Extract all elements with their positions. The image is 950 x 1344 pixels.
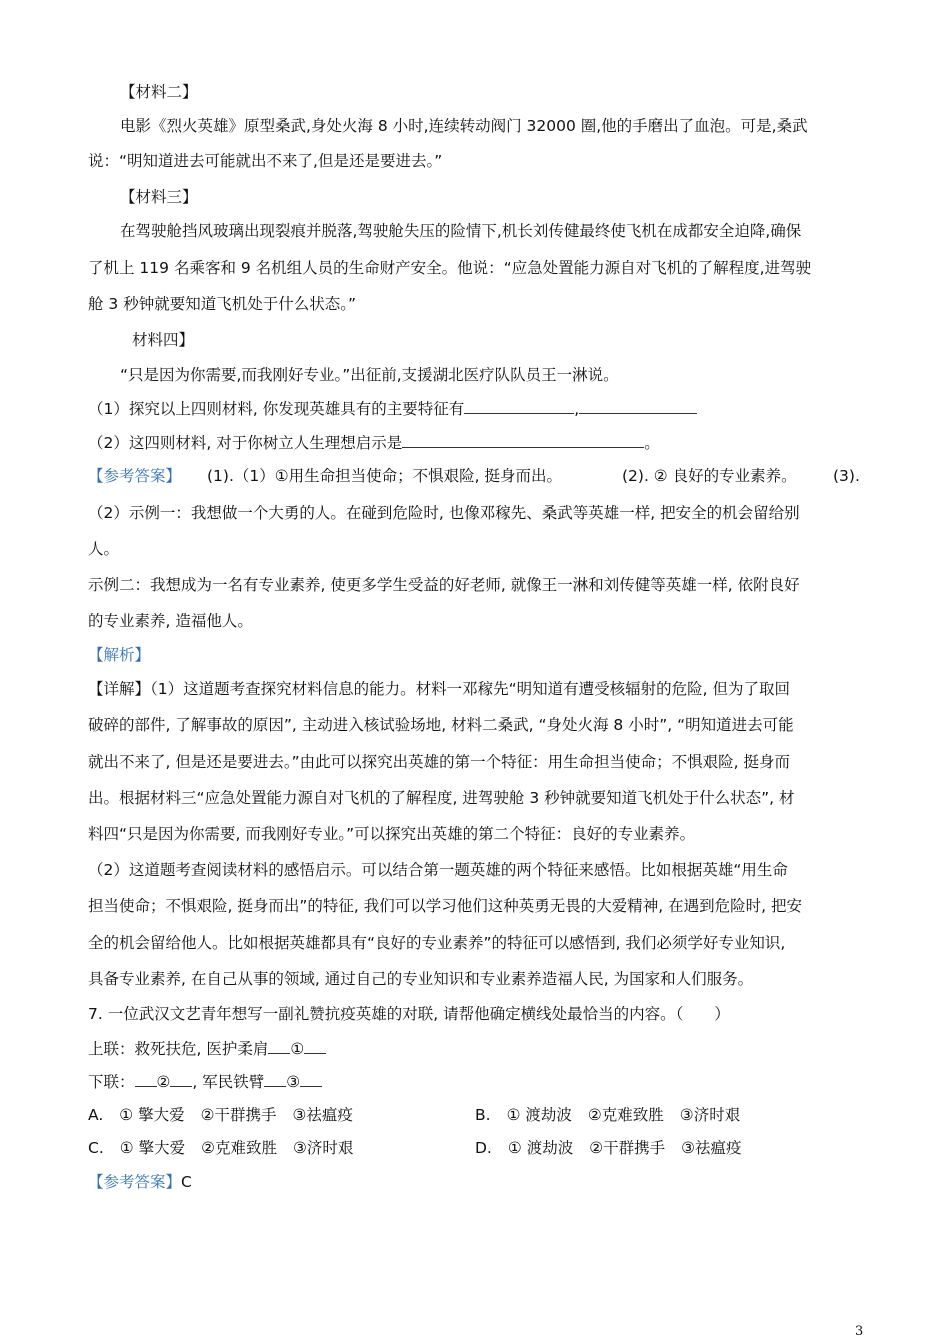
material-2-line-2: 说：“明知道进去可能就出不来了,但是还是要进去。” [88, 152, 443, 170]
option-item: ②干群携手 [200, 1106, 277, 1124]
detail-line-7: 担当使命；不惧艰险, 挺身而出”的特征, 我们可以学习他们这种英勇无畏的大爱精神, 在遇到危险时, 把安 [88, 897, 802, 915]
detail-line-8: 全的机会留给他人。比如根据英雄都具有“良好的专业素养”的特征可以感悟到, 我们必须学好专业知识, [88, 934, 786, 952]
answer-line-4: 示例二：我想成为一名有专业素养, 使更多学生受益的好老师, 就像王一淋和刘传健等英雄一样, 依附良好 [88, 576, 800, 594]
page-number: 3 [855, 1324, 864, 1339]
material-3-line-2: 了机上 119 名乘客和 9 名机组人员的生命财产安全。他说：“应急处置能力源自对飞机的了解程度,进驾驶 [88, 259, 812, 277]
question-7-stem: 7. 一位武汉文艺青年想写一副礼赞抗疫英雄的对联, 请帮他确定横线处最恰当的内容。（ ） [88, 1005, 730, 1023]
option-item: ① 擎大爱 [119, 1139, 186, 1157]
reference-answer-label: 【参考答案】 [88, 1173, 182, 1191]
option-b[interactable] [475, 1104, 740, 1126]
option-item: ① 渡劫波 [507, 1139, 574, 1157]
couplet-blank [304, 1039, 326, 1054]
detail-line-5: 料四“只是因为你需要, 而我刚好专业。”可以探究出英雄的第二个特征：良好的专业素养。 [88, 825, 696, 843]
answer-blank[interactable] [579, 399, 697, 414]
blank-marker-2: ② [156, 1073, 171, 1091]
option-item: ②克难致胜 [201, 1139, 277, 1157]
option-item: ① 擎大爱 [119, 1106, 185, 1124]
option-c[interactable] [88, 1137, 353, 1159]
couplet-lower [88, 1071, 322, 1093]
material-3-heading: 【材料三】 [120, 188, 198, 206]
couplet-upper [88, 1038, 326, 1060]
material-4-line-1: “只是因为你需要,而我刚好专业。”出征前,支援湖北医疗队队员王一淋说。 [120, 366, 619, 384]
blank-marker-3: ③ [286, 1073, 301, 1091]
detail-label: 【详解】 [88, 680, 151, 698]
material-2-heading: 【材料二】 [120, 83, 198, 101]
question-2 [88, 432, 660, 454]
option-item: ① 渡劫波 [506, 1106, 572, 1124]
answer-line-5: 的专业素养, 造福他人。 [88, 612, 253, 630]
option-item: ③祛瘟疫 [681, 1139, 742, 1157]
question-7-answer [88, 1171, 192, 1193]
detail-line-2: 破碎的部件, 了解事故的原因”, 主动进入核试验场地, 材料二桑武, “身处火海 8 小时”, “明知道进去可能 [88, 716, 794, 734]
option-item: ②克难致胜 [587, 1106, 664, 1124]
answer-part-2: (2). ② 良好的专业素养。 [622, 467, 797, 485]
option-letter: C. [88, 1139, 104, 1157]
detail-text: （1）这道题考查探究材料信息的能力。材料一邓稼先“明知道有遭受核辐射的危险, 但为了取回 [150, 680, 791, 698]
material-3-line-3: 舱 3 秒钟就要知道飞机处于什么状态。” [88, 295, 356, 313]
detail-line-4: 出。根据材料三“应急处置能力源自对飞机的了解程度, 进驾驶舱 3 秒钟就要知道飞机处于什么状态”, 材 [88, 789, 795, 807]
couplet-lower-label: 下联： [88, 1073, 135, 1091]
option-a[interactable] [88, 1104, 353, 1126]
option-item: ③祛瘟疫 [292, 1106, 353, 1124]
couplet-blank [170, 1072, 192, 1087]
reference-answer-line [88, 465, 181, 487]
detail-line-1 [88, 678, 790, 700]
material-2-line-1: 电影《烈火英雄》原型桑武,身处火海 8 小时,连续转动阀门 32000 圈,他的手磨出了血泡。可是,桑武 [120, 117, 808, 135]
couplet-lower-mid: , 军民铁臂 [192, 1073, 265, 1091]
detail-line-9: 具备专业素养, 在自己从事的领域, 通过自己的专业知识和专业素养造福人民, 为国家和人们服务。 [88, 970, 754, 988]
question-1-comma: , [574, 400, 580, 418]
answer-line-2: （2）示例一：我想做一个大勇的人。在碰到危险时, 也像邓稼先、桑武等英雄一样, 把安全的机会留给别 [88, 504, 800, 522]
answer-part-3: (3). [833, 467, 860, 485]
detail-line-3: 就出不来了, 但是还是要进去。”由此可以探究出英雄的第一个特征：用生命担当使命；不惧艰险, 挺身而 [88, 753, 790, 771]
option-item: ③济时艰 [292, 1139, 354, 1157]
material-3-line-1: 在驾驶舱挡风玻璃出现裂痕并脱落,驾驶舱失压的险情下,机长刘传健最终使飞机在成都安全迫降,确保 [120, 222, 802, 240]
analysis-label: 【解析】 [88, 646, 151, 664]
reference-answer-label: 【参考答案】 [88, 467, 182, 485]
couplet-blank [135, 1072, 157, 1087]
couplet-blank [300, 1072, 322, 1087]
couplet-upper-text: 上联：救死扶危, 医护柔肩 [88, 1040, 269, 1058]
option-d[interactable] [475, 1137, 742, 1159]
question-2-text: （2）这四则材料, 对于你树立人生理想启示是 [88, 434, 403, 452]
option-letter: A. [88, 1106, 104, 1124]
answer-value: C [181, 1173, 192, 1191]
detail-line-6: （2）这道题考查阅读材料的感悟启示。可以结合第一题英雄的两个特征来感悟。比如根据英雄“用生命 [88, 861, 788, 879]
blank-marker-1: ① [290, 1040, 305, 1058]
answer-part-1: (1).（1）①用生命担当使命；不惧艰险, 挺身而出。 [207, 467, 562, 485]
couplet-blank [264, 1072, 286, 1087]
answer-blank[interactable] [402, 433, 644, 448]
answer-line-3: 人。 [88, 540, 120, 558]
answer-blank[interactable] [464, 399, 574, 414]
option-item: ②干群携手 [589, 1139, 666, 1157]
option-letter: D. [475, 1139, 492, 1157]
option-letter: B. [475, 1106, 491, 1124]
material-4-heading: 材料四】 [132, 331, 195, 349]
option-item: ③济时艰 [679, 1106, 741, 1124]
couplet-blank [268, 1039, 290, 1054]
question-2-end: 。 [644, 434, 660, 452]
question-1-text: （1）探究以上四则材料, 你发现英雄具有的主要特征有 [88, 400, 465, 418]
question-1 [88, 398, 697, 420]
